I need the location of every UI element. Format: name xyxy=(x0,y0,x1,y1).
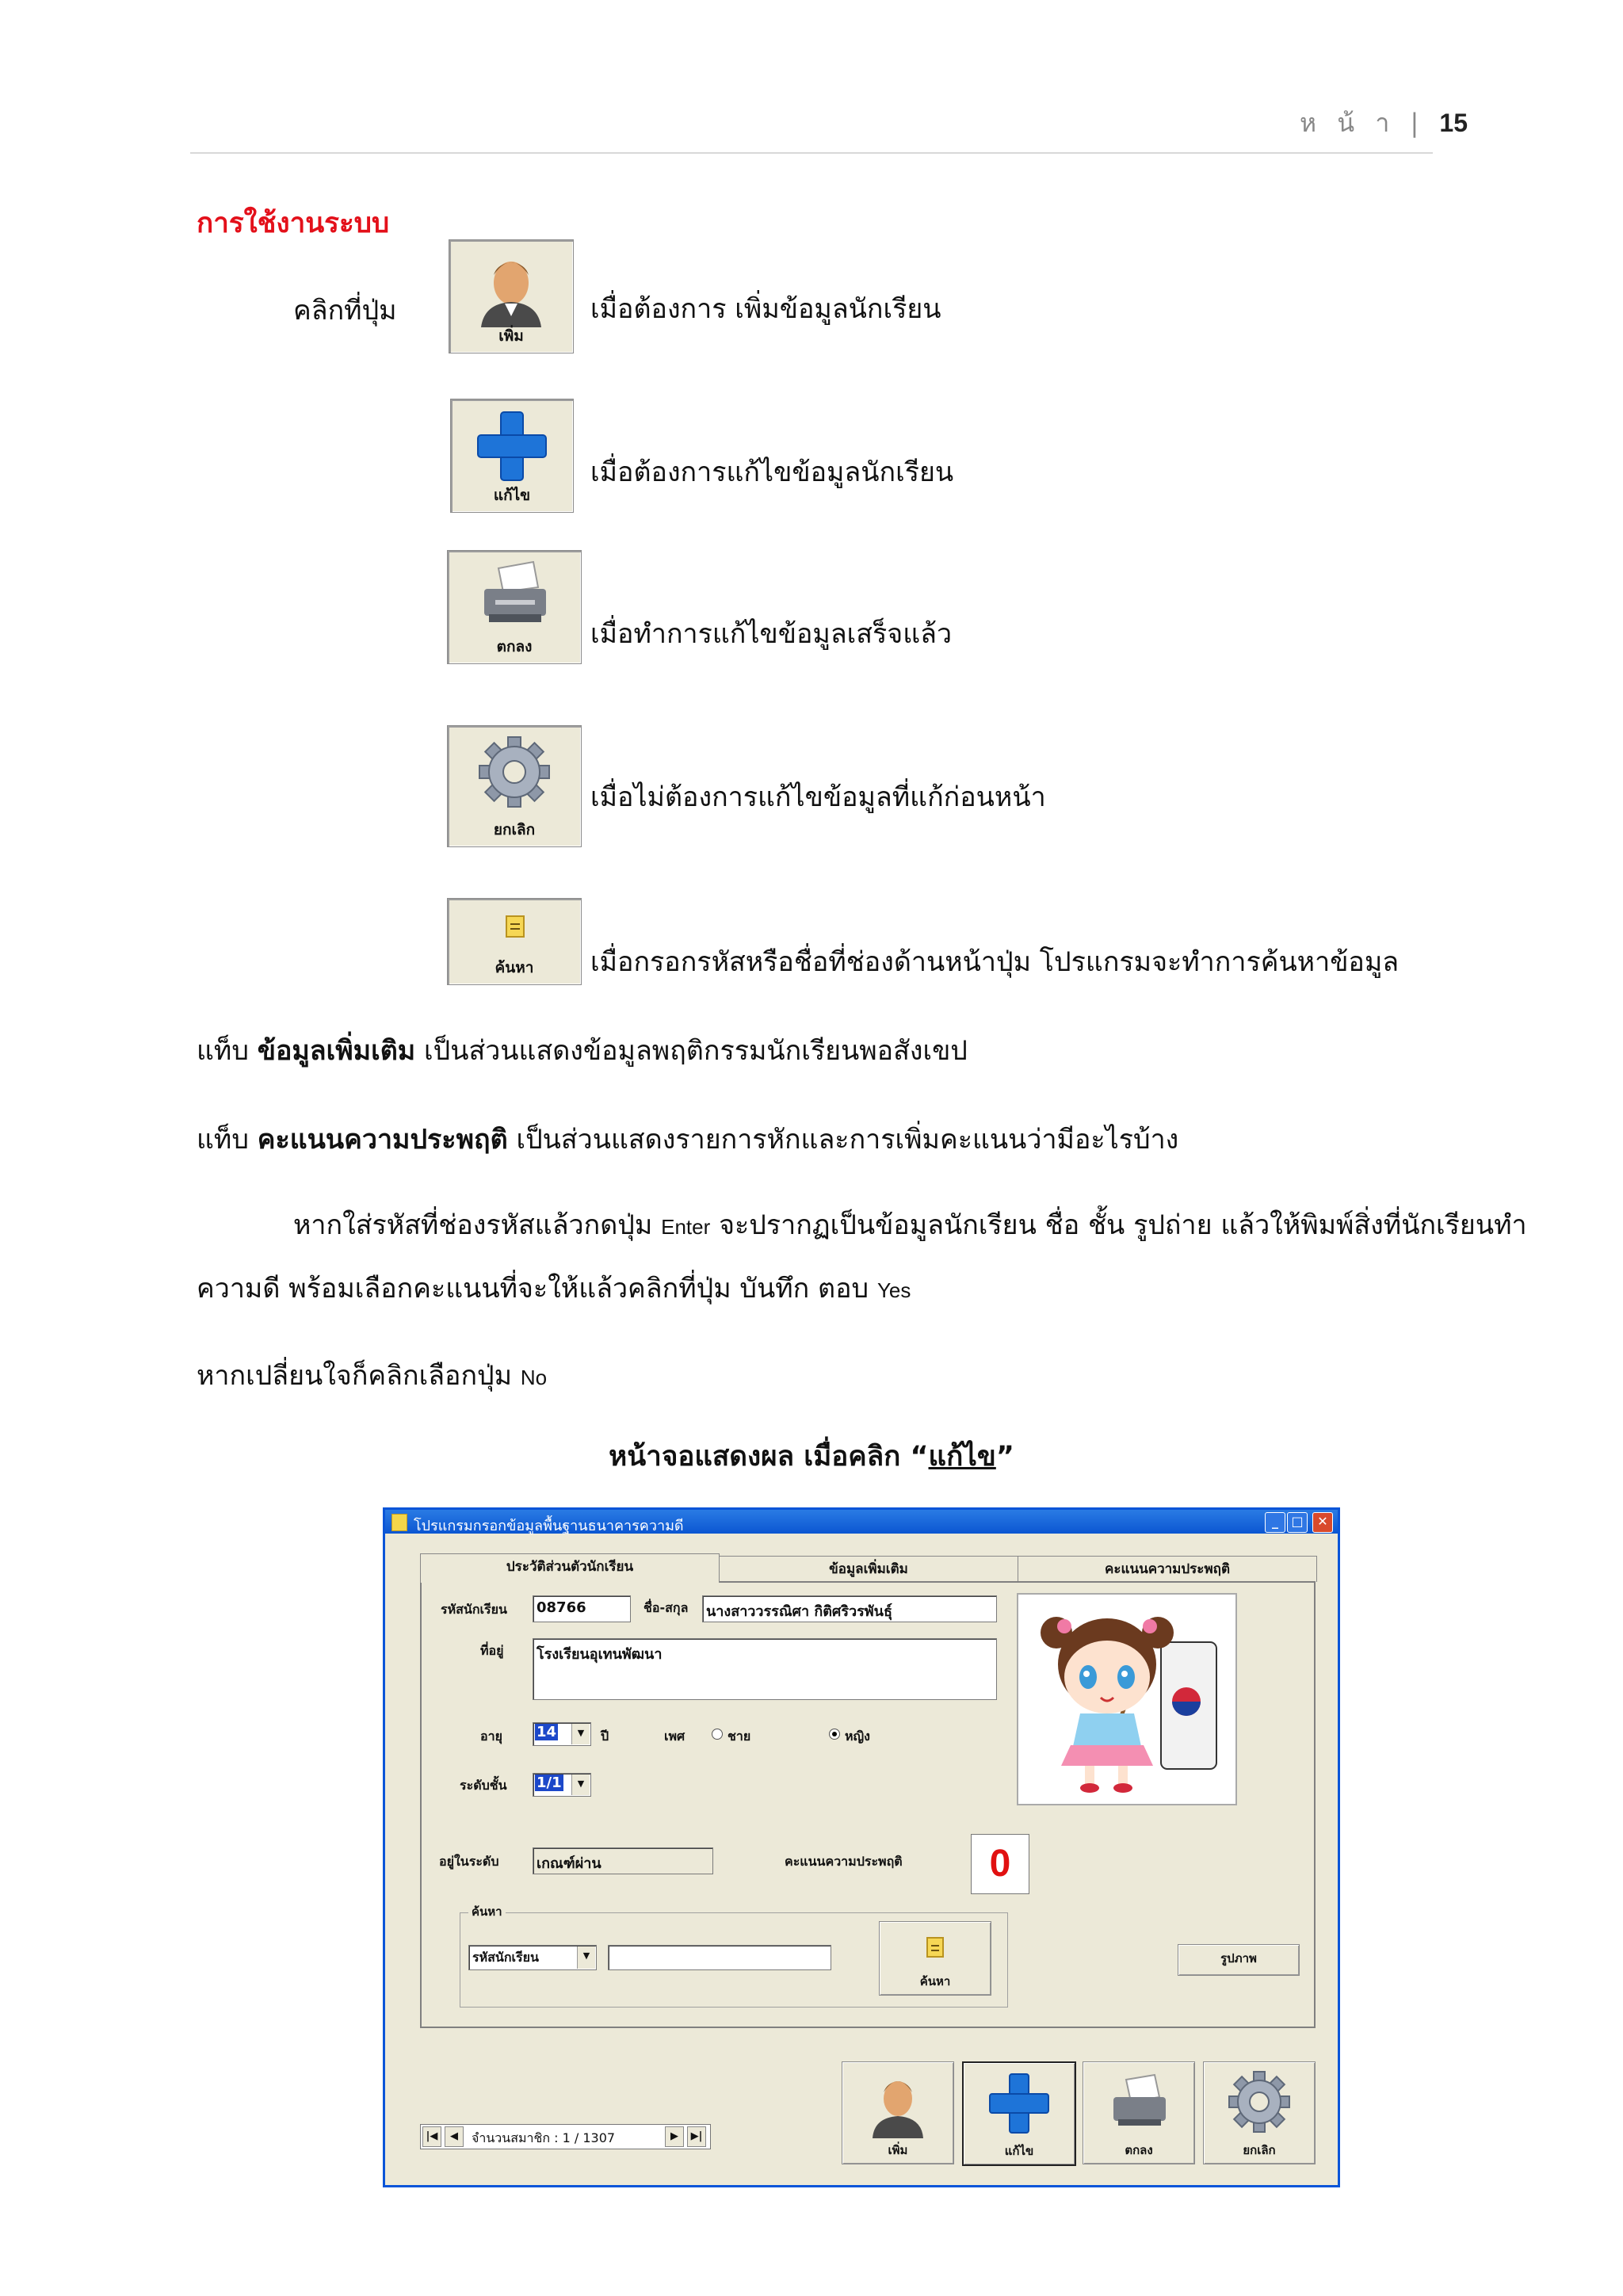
gender-male-label: ชาย xyxy=(727,1729,751,1744)
add-description: เมื่อต้องการ เพิ่มข้อมูลนักเรียน xyxy=(590,293,941,325)
gear-icon xyxy=(1204,2062,1315,2141)
search-button-image xyxy=(447,898,582,985)
cancel-button-image xyxy=(447,725,582,847)
p2-prefix: แท็บ xyxy=(197,1124,258,1156)
address-label: ที่อยู่ xyxy=(480,1643,504,1658)
edit-button-image xyxy=(450,399,574,513)
level-combo[interactable] xyxy=(533,1773,591,1797)
cancel-description: เมื่อไม่ต้องการแก้ไขข้อมูลที่แก้ก่อนหน้า xyxy=(590,781,1046,813)
plus-icon xyxy=(451,399,573,491)
tab-personal-info[interactable]: ประวัติส่วนตัวนักเรียน xyxy=(420,1553,720,1583)
figure-caption xyxy=(0,1435,1623,1478)
add-button-image xyxy=(449,239,574,353)
tab-panel xyxy=(420,1581,1316,2028)
edit-label: แก้ไข xyxy=(493,487,531,504)
p3-b: จะปรากฏเป็นข้อมูลนักเรียน ชื่อ ชั้น รูปถ่าย แล้วให้พิมพ์สิ่งที่นักเรียนทำ xyxy=(710,1209,1527,1241)
page-header xyxy=(1300,103,1468,143)
paragraph-score-tab xyxy=(197,1117,1178,1160)
p1-prefix: แท็บ xyxy=(197,1035,258,1067)
photo-button[interactable] xyxy=(1178,1944,1300,1976)
chevron-down-icon[interactable]: ▼ xyxy=(577,1946,595,1969)
note-icon xyxy=(448,899,581,957)
tab-extra-info[interactable]: ข้อมูลเพิ่มเติม xyxy=(718,1556,1019,1582)
level-value: 1/1 xyxy=(537,1775,562,1791)
name-label: ชื่อ-สกุล xyxy=(643,1600,689,1615)
chevron-down-icon[interactable]: ▼ xyxy=(571,1775,590,1795)
person-icon xyxy=(449,240,573,329)
close-icon[interactable]: ✕ xyxy=(1312,1512,1333,1533)
search-field-value: รหัสนักเรียน xyxy=(472,1950,539,1965)
printer-icon xyxy=(448,551,581,638)
p1-rest: เป็นส่วนแสดงข้อมูลพฤติกรรมนักเรียนพอสังเขป xyxy=(415,1035,968,1067)
gender-female-radio[interactable] xyxy=(829,1729,840,1740)
first-record-icon[interactable]: |◀ xyxy=(422,2126,441,2147)
gender-female-label: หญิง xyxy=(845,1729,870,1744)
window-titlebar xyxy=(385,1510,1338,1534)
paragraph-cancel xyxy=(197,1354,547,1396)
photo-button-label: รูปภาพ xyxy=(1220,1951,1257,1966)
note-icon xyxy=(880,1922,991,1969)
search-button[interactable] xyxy=(879,1921,991,1996)
address-input[interactable]: โรงเรียนอุเทนพัฒนา xyxy=(533,1638,997,1700)
paragraph-instructions xyxy=(293,1203,1527,1246)
status-field: เกณฑ์ผ่าน xyxy=(533,1847,713,1874)
student-id-input[interactable]: 08766 xyxy=(533,1595,631,1622)
search-button-label: ค้นหา xyxy=(919,1974,951,1988)
window-title: โปรแกรมกรอกข้อมูลพื้นฐานธนาคารความดี xyxy=(414,1518,684,1534)
ok-description: เมื่อทำการแก้ไขข้อมูลเสร็จแล้ว xyxy=(590,618,953,650)
girl-with-flag-image xyxy=(1018,1595,1232,1801)
minimize-icon[interactable]: _ xyxy=(1265,1512,1285,1533)
printer-icon xyxy=(1083,2062,1194,2141)
cancel-label: ยกเลิก xyxy=(493,821,536,839)
maximize-icon[interactable]: □ xyxy=(1287,1512,1308,1533)
header-divider xyxy=(190,152,1433,154)
person-icon xyxy=(842,2062,953,2141)
age-label: อายุ xyxy=(480,1729,502,1744)
tab-behavior-score[interactable]: คะแนนความประพฤติ xyxy=(1018,1556,1317,1582)
ok-label: ตกลง xyxy=(496,638,533,655)
ok-button[interactable] xyxy=(1083,2061,1195,2164)
score-value: 0 xyxy=(971,1834,1029,1894)
cancel-button[interactable] xyxy=(1203,2061,1316,2164)
caption-prefix: หน้าจอแสดงผล เมื่อคลิก “ xyxy=(609,1441,929,1473)
p2-rest: เป็นส่วนแสดงรายการหักและการเพิ่มคะแนนว่ามีอะไรบ้าง xyxy=(507,1124,1179,1156)
level-label: ระดับชั้น xyxy=(460,1778,507,1793)
year-label: ปี xyxy=(601,1729,609,1744)
search-label: ค้นหา xyxy=(495,959,534,976)
edit-button-label: แก้ไข xyxy=(1004,2144,1034,2158)
next-record-icon[interactable]: ▶ xyxy=(665,2126,684,2147)
edit-button[interactable] xyxy=(962,2061,1076,2166)
prev-record-icon[interactable]: ◀ xyxy=(445,2126,464,2147)
click-label: คลิกที่ปุ่ม xyxy=(293,295,397,327)
page-label: ห น้ า xyxy=(1300,108,1396,138)
record-count: จำนวนสมาชิก : 1 / 1307 xyxy=(472,2130,616,2145)
paragraph-instructions-cont xyxy=(197,1266,911,1309)
gender-label: เพศ xyxy=(664,1729,685,1744)
last-record-icon[interactable]: ▶| xyxy=(687,2126,706,2147)
student-id-label: รหัสนักเรียน xyxy=(441,1602,507,1617)
score-label: คะแนนความประพฤติ xyxy=(785,1854,903,1869)
cancel-button-label: ยกเลิก xyxy=(1243,2143,1276,2157)
search-group xyxy=(460,1904,1008,2008)
ok-button-image xyxy=(447,550,582,664)
plus-icon xyxy=(964,2063,1075,2142)
edit-description: เมื่อต้องการแก้ไขข้อมูลนักเรียน xyxy=(590,457,954,488)
add-button[interactable] xyxy=(842,2061,954,2164)
name-input[interactable]: นางสาววรรณิศา กิติศริวรพันธุ์ xyxy=(702,1595,997,1622)
p5-a: หากเปลี่ยนใจก็คลิกเลือกปุ่ม xyxy=(197,1360,521,1392)
p1-bold: ข้อมูลเพิ่มเติม xyxy=(257,1035,416,1067)
p5-no: No xyxy=(520,1366,548,1389)
search-legend: ค้นหา xyxy=(468,1902,506,1921)
page-separator: | xyxy=(1410,108,1426,138)
search-description: เมื่อกรอกรหัสหรือชื่อที่ช่องด้านหน้าปุ่ม โปรแกรมจะทำการค้นหาข้อมูล xyxy=(590,946,1400,978)
p3-a: หากใส่รหัสที่ช่องรหัสแล้วกดปุ่ม xyxy=(293,1209,662,1241)
p4-yes: Yes xyxy=(876,1278,911,1302)
student-photo xyxy=(1017,1593,1237,1805)
section-title: การใช้งานระบบ xyxy=(197,208,390,239)
paragraph-extra-tab xyxy=(197,1029,968,1072)
gender-male-radio[interactable] xyxy=(712,1729,723,1740)
record-navigator xyxy=(420,2124,711,2149)
app-window xyxy=(383,1507,1340,2187)
ok-button-label: ตกลง xyxy=(1125,2143,1153,2157)
age-value: 14 xyxy=(537,1724,557,1740)
chevron-down-icon[interactable]: ▼ xyxy=(571,1724,590,1744)
search-input[interactable] xyxy=(608,1945,831,1970)
p3-enter: Enter xyxy=(661,1215,711,1239)
search-field-combo[interactable] xyxy=(468,1945,597,1970)
caption-link: แก้ไข xyxy=(928,1441,996,1473)
p2-bold: คะแนนความประพฤติ xyxy=(257,1124,508,1156)
status-label: อยู่ในระดับ xyxy=(439,1854,499,1869)
age-combo[interactable] xyxy=(533,1722,591,1746)
gear-icon xyxy=(448,726,581,819)
app-icon xyxy=(391,1514,407,1531)
add-label: เพิ่ม xyxy=(498,327,524,345)
add-button-label: เพิ่ม xyxy=(888,2143,908,2157)
p4-a: ความดี พร้อมเลือกคะแนนที่จะให้แล้วคลิกที่ปุ่ม บันทึก ตอบ xyxy=(197,1273,877,1305)
page-number: 15 xyxy=(1439,109,1468,137)
caption-suffix: ” xyxy=(995,1441,1014,1473)
